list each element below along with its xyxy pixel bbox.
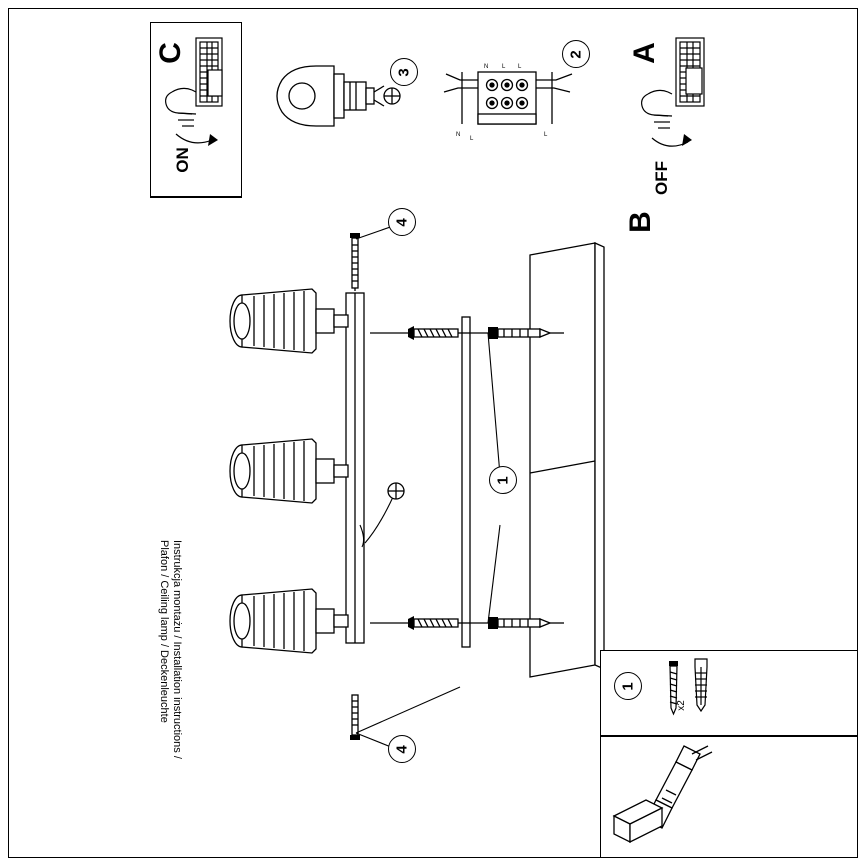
step-4-top-badge: 4	[388, 208, 416, 236]
step-4-bottom-badge: 4	[388, 735, 416, 763]
panel-a-switch-illustration	[614, 30, 724, 180]
panel-a-off-label: OFF	[652, 161, 671, 195]
instruction-sheet: C ON 3 2 N L L N L L A OFF B 4 4 1 Instrukcja montażu / Installation instructions / Plafon / Ceiling lamp / Deckenleuchte 1 x2	[0, 0, 868, 868]
svg-text:L: L	[518, 64, 522, 70]
panel-a-letter: A	[627, 42, 661, 64]
panel-c-switch-illustration	[152, 30, 242, 173]
drill-illustration	[606, 742, 736, 852]
step-2-badge: 2	[562, 40, 590, 68]
step-3-illustration	[270, 62, 410, 132]
parts-step-1-badge: 1	[614, 672, 642, 700]
svg-text:L: L	[544, 132, 548, 138]
svg-text:N: N	[456, 132, 461, 138]
main-assembly-diagram	[200, 225, 660, 765]
svg-text:L: L	[502, 64, 506, 70]
svg-text:N: N	[484, 64, 489, 70]
step-1-badge: 1	[489, 466, 517, 494]
panel-c-letter: C	[153, 42, 187, 64]
svg-text:L: L	[470, 136, 474, 142]
parts-hardware-illustration	[655, 655, 725, 730]
parts-box-divider	[600, 735, 858, 737]
panel-divider	[150, 196, 860, 200]
step-2-terminal-block	[440, 58, 580, 148]
parts-quantity-label: x2	[675, 700, 687, 711]
panel-c-on-label: ON	[172, 147, 192, 173]
step-3-badge: 3	[390, 58, 418, 86]
panel-c-bottom-rule	[150, 196, 242, 198]
panel-b-letter: B	[623, 211, 657, 233]
